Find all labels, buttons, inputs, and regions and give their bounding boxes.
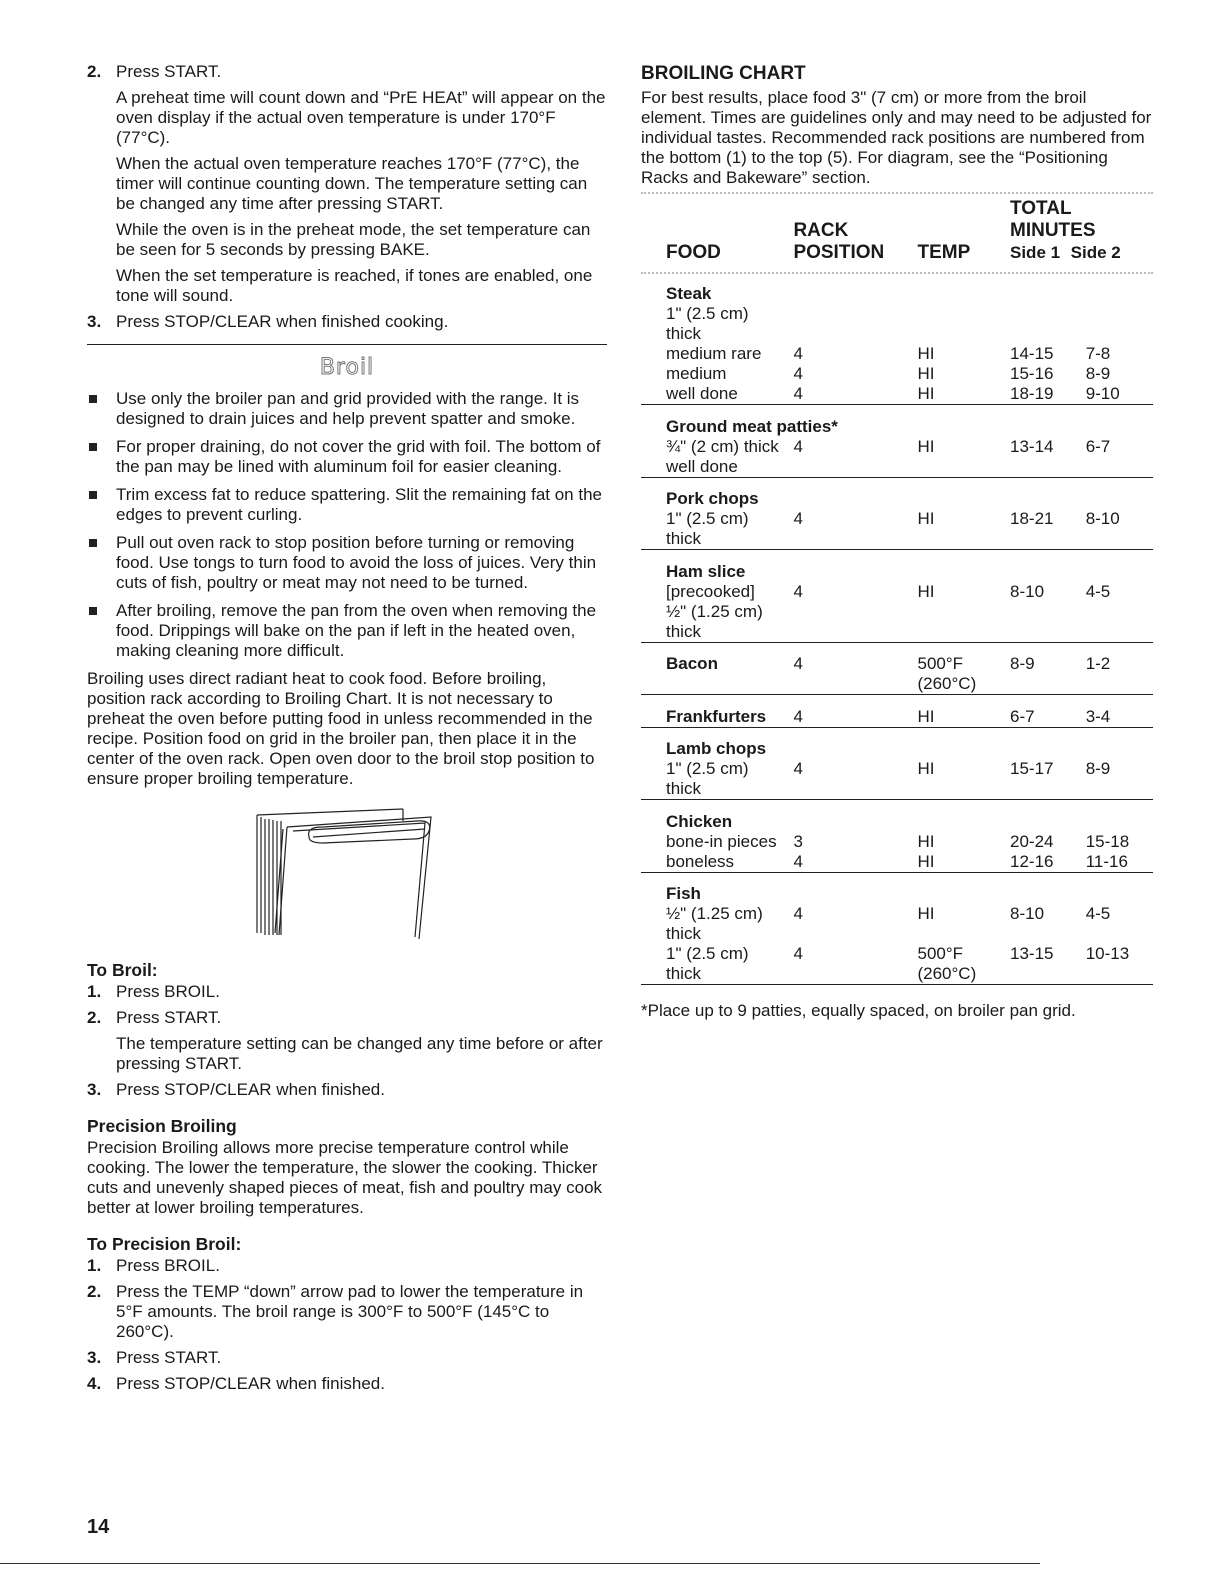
cell-side1: 18-21 — [1010, 509, 1054, 528]
cell-temp: HI — [917, 344, 935, 363]
cell-rack — [793, 602, 917, 622]
cell-temp: HI — [917, 904, 935, 923]
step-number: 2. — [87, 62, 102, 81]
cell-side1: 8-10 — [1010, 904, 1045, 923]
bullet-text: Trim excess fat to reduce spattering. Slit the remaining fat on the edges to prevent curling. — [116, 485, 602, 524]
cell-food: well done — [666, 456, 738, 476]
step-text: Press START. — [116, 1348, 222, 1367]
cell-food: Frankfurters — [666, 706, 767, 726]
food-group-row — [641, 556, 1153, 582]
cell-rack: 4 — [793, 364, 803, 383]
step-number: 3. — [87, 312, 102, 331]
cell-side2: 6-7 — [1085, 436, 1111, 456]
table-row — [641, 904, 1153, 924]
cell-side1: 13-15 — [1010, 944, 1054, 963]
cell-food: medium rare — [666, 344, 762, 363]
step-text: Press START. — [116, 62, 222, 81]
cell-food: bone-in pieces — [666, 831, 777, 851]
food-group-row — [641, 878, 1153, 904]
step-number: 2. — [87, 1282, 102, 1301]
cell-side2: 8-9 — [1085, 364, 1111, 383]
cell-food: 1" (2.5 cm) — [666, 759, 749, 778]
step-item — [87, 982, 607, 1002]
cell-side1 — [1010, 457, 1086, 478]
cell-temp — [917, 324, 1010, 344]
broiling-chart-title: BROILING CHART — [641, 63, 806, 84]
food-name: Lamb chops — [666, 739, 767, 758]
cell-temp: 500°F — [917, 654, 964, 673]
cell-side2 — [1086, 924, 1153, 944]
step-text: Press the TEMP “down” arrow pad to lower the temperature in 5°F amounts. The broil range is 300°F to 500°F (145°C to 260°C). — [116, 1282, 584, 1341]
header-temp: TEMP — [917, 242, 971, 263]
bullet-item — [87, 389, 607, 429]
cell-side1 — [1010, 622, 1086, 643]
broiling-chart-body — [641, 274, 1153, 991]
cell-temp: HI — [917, 436, 935, 456]
bullet-text: After broiling, remove the pan from the oven when removing the food. Drippings will bake on the pan if left in the heated oven, making cleaning more difficult. — [116, 601, 597, 660]
cell-rack: 4 — [793, 509, 803, 528]
bullet-item — [87, 601, 607, 661]
cell-temp: HI — [917, 384, 935, 403]
header-food: FOOD — [666, 242, 721, 263]
to-broil-heading: To Broil: — [87, 960, 158, 980]
cell-rack — [793, 964, 917, 985]
table-row — [641, 364, 1153, 384]
to-precision-broil-steps — [87, 1256, 607, 1394]
step-item — [87, 1348, 607, 1368]
step-body — [116, 1348, 607, 1368]
table-row — [641, 759, 1153, 779]
to-precision-broil-heading: To Precision Broil: — [87, 1234, 242, 1254]
step-number: 2. — [87, 1008, 102, 1027]
cell-food: thick — [666, 529, 701, 548]
cell-side2 — [1086, 529, 1153, 550]
cell-side1: 13-14 — [1010, 436, 1054, 456]
cell-temp — [917, 779, 1010, 800]
cell-temp: HI — [917, 831, 935, 851]
cell-rack: 4 — [793, 384, 803, 403]
cell-side2: 4-5 — [1085, 581, 1111, 601]
step-item — [87, 62, 607, 306]
food-name: Chicken — [666, 811, 733, 831]
table-row — [641, 622, 1153, 643]
step-text: Press STOP/CLEAR when finished. — [116, 1374, 385, 1393]
step-body — [116, 1256, 607, 1276]
food-name: Fish — [666, 884, 701, 903]
cell-side2: 4-5 — [1085, 904, 1111, 923]
cell-side2 — [1086, 674, 1153, 695]
table-row — [641, 674, 1153, 695]
step-body — [116, 1374, 607, 1394]
cell-side2 — [1086, 779, 1153, 800]
step-item — [87, 312, 607, 332]
cell-food: 1" (2.5 cm) — [666, 509, 749, 528]
step-text: Press BROIL. — [116, 1256, 220, 1275]
food-name: Pork chops — [666, 489, 759, 508]
table-header-row — [641, 198, 1153, 272]
step-number: 4. — [87, 1374, 102, 1393]
table-row — [641, 648, 1153, 674]
step-text: Press STOP/CLEAR when finished cooking. — [116, 312, 449, 331]
food-group-row — [641, 274, 1153, 304]
bullet-item — [87, 437, 607, 477]
cell-rack — [793, 622, 917, 643]
cell-food: 1" (2.5 cm) — [666, 944, 749, 963]
precision-broiling-text: Precision Broiling allows more precise temperature control while cooking. The lower the temperature, the slower the cooking. Thicker cuts and unevenly shaped pieces of meat, fish and poultry may cook better at lower broiling temperatures. — [87, 1138, 603, 1217]
table-row — [641, 924, 1153, 944]
cell-temp: HI — [917, 581, 935, 601]
cell-temp — [917, 457, 1010, 478]
cell-side1 — [1010, 304, 1086, 324]
bullet-item — [87, 533, 607, 593]
cell-side1: 12-16 — [1010, 851, 1054, 871]
cell-side1: 15-16 — [1010, 364, 1054, 383]
cell-side2 — [1086, 324, 1153, 344]
cell-temp — [917, 622, 1010, 643]
table-row — [641, 384, 1153, 405]
cell-side2: 3-4 — [1085, 706, 1111, 726]
cell-side1: 15-17 — [1010, 759, 1054, 778]
bullet-text: Use only the broiler pan and grid provided with the range. It is designed to drain juices and help prevent spatter and smoke. — [116, 389, 580, 428]
step-body — [116, 982, 607, 1002]
table-row — [641, 582, 1153, 602]
cell-temp: HI — [917, 509, 935, 528]
table-row — [641, 509, 1153, 529]
bullet-item — [87, 485, 607, 525]
step-body — [116, 62, 607, 306]
cell-temp: HI — [917, 364, 935, 383]
cell-food: well done — [666, 384, 738, 403]
precision-broiling-heading: Precision Broiling — [87, 1116, 237, 1136]
table-row — [641, 324, 1153, 344]
cell-rack: 4 — [793, 944, 803, 963]
bullet-text: Pull out oven rack to stop position before turning or removing food. Use tongs to turn food to avoid the loss of juices. Very thin cuts of fish, poultry or meat may not need to be turned. — [116, 533, 597, 592]
cell-side2: 15-18 — [1085, 831, 1130, 851]
cell-rack — [793, 304, 917, 324]
cell-rack: 3 — [793, 831, 803, 851]
cell-food: ¾" (2 cm) thick — [666, 436, 779, 456]
section-title-broil: Broil — [319, 355, 375, 380]
cell-rack — [793, 324, 917, 344]
cell-side1 — [1010, 779, 1086, 800]
step-item — [87, 1256, 607, 1276]
step-item — [87, 1374, 607, 1394]
cell-temp: HI — [917, 706, 935, 726]
cell-side1 — [1010, 924, 1086, 944]
cell-side1: 8-10 — [1010, 581, 1045, 601]
preheat-steps — [87, 62, 607, 332]
table-row — [641, 304, 1153, 324]
cell-side1 — [1010, 324, 1086, 344]
cell-food: ½" (1.25 cm) — [666, 904, 763, 923]
cell-food: thick — [666, 779, 701, 798]
cell-side2: 9-10 — [1085, 384, 1120, 403]
cell-food: 1" (2.5 cm) — [666, 304, 749, 323]
step-number: 1. — [87, 982, 102, 1001]
cell-side2: 10-13 — [1085, 944, 1130, 963]
cell-food — [641, 674, 793, 695]
cell-side1 — [1010, 529, 1086, 550]
broil-paragraph: Broiling uses direct radiant heat to cook food. Before broiling, position rack according to Broiling Chart. It is not necessary to preheat the oven before putting food in unless recommended in the recipe. Position food on grid in the broiler pan, then place it in the center of the oven rack. Open oven door to the broil stop position to ensure proper broiling temperature. — [87, 669, 595, 788]
cell-rack: 4 — [793, 436, 803, 456]
step-detail: The temperature setting can be changed any time before or after pressing START. — [116, 1034, 603, 1073]
table-row — [641, 344, 1153, 364]
step-item — [87, 1282, 607, 1342]
table-row — [641, 944, 1153, 964]
step-item — [87, 1080, 607, 1100]
cell-side1: 18-19 — [1010, 384, 1054, 403]
cell-rack: 4 — [793, 706, 803, 726]
cell-food: thick — [666, 324, 701, 343]
table-row — [641, 852, 1153, 873]
cell-food: Bacon — [666, 654, 718, 673]
table-row — [641, 437, 1153, 457]
oven-door-broil-stop-illustration — [253, 807, 443, 939]
cell-side2 — [1086, 602, 1153, 622]
step-body — [116, 312, 607, 332]
cell-side2 — [1086, 622, 1153, 643]
cell-temp: HI — [917, 851, 935, 871]
table-row — [641, 701, 1153, 728]
food-name: Ham slice — [666, 561, 746, 581]
cell-side2: 8-9 — [1085, 759, 1111, 778]
page-bottom-rule — [0, 1563, 1040, 1564]
food-name: Steak — [666, 284, 712, 303]
table-row — [641, 964, 1153, 985]
step-number: 3. — [87, 1348, 102, 1367]
cell-temp: (260°C) — [917, 674, 977, 693]
cell-temp — [917, 602, 1010, 622]
broiling-chart-table — [641, 198, 1153, 991]
table-row — [641, 457, 1153, 478]
step-detail: When the set temperature is reached, if tones are enabled, one tone will sound. — [116, 266, 593, 305]
bullet-square-icon — [87, 601, 116, 661]
cell-rack — [793, 924, 917, 944]
cell-rack: 4 — [793, 581, 803, 601]
cell-rack — [793, 457, 917, 478]
step-detail: A preheat time will count down and “PrE HEAt” will appear on the oven display if the actual oven temperature is under 170°F (77°C). — [116, 88, 606, 147]
cell-rack — [793, 779, 917, 800]
to-broil-steps — [87, 982, 607, 1100]
group-separator — [641, 985, 1153, 991]
bullet-square-icon — [87, 485, 116, 525]
cell-side1: 14-15 — [1010, 344, 1054, 363]
cell-temp: 500°F — [917, 944, 964, 963]
food-group-row — [641, 806, 1153, 832]
page-number: 14 — [87, 1516, 110, 1538]
cell-temp — [917, 304, 1010, 324]
step-body — [116, 1282, 607, 1342]
bullet-square-icon — [87, 389, 116, 429]
cell-side1: 8-9 — [1010, 654, 1035, 673]
step-detail: While the oven is in the preheat mode, the set temperature can be seen for 5 seconds by pressing BAKE. — [116, 220, 591, 259]
cell-food: [precooked] — [666, 581, 755, 601]
step-body — [116, 1008, 607, 1074]
food-group-row — [641, 733, 1153, 759]
cell-temp — [917, 529, 1010, 550]
left-column — [87, 62, 607, 1400]
cell-side2 — [1086, 304, 1153, 324]
bullet-square-icon — [87, 437, 116, 477]
cell-side2 — [1086, 457, 1153, 478]
cell-rack: 4 — [793, 851, 803, 871]
cell-temp — [917, 924, 1010, 944]
cell-side2: 7-8 — [1085, 344, 1111, 363]
food-name: Ground meat patties* — [666, 416, 838, 436]
cell-food: boneless — [666, 851, 735, 871]
step-text: Press START. — [116, 1008, 222, 1027]
cell-side1 — [1010, 674, 1086, 695]
cell-side2: 8-10 — [1085, 509, 1120, 528]
section-divider — [87, 344, 607, 345]
cell-temp: HI — [917, 759, 935, 778]
cell-rack: 4 — [793, 654, 803, 673]
cell-temp: (260°C) — [917, 964, 977, 983]
header-rack-position: RACK POSITION — [793, 220, 885, 263]
bullet-square-icon — [87, 533, 116, 593]
step-number: 3. — [87, 1080, 102, 1099]
cell-side1 — [1010, 602, 1086, 622]
table-row — [641, 529, 1153, 550]
header-total-minutes: TOTAL MINUTES Side 1 Side 2 — [1010, 198, 1121, 262]
step-text: Press BROIL. — [116, 982, 220, 1001]
step-text: Press STOP/CLEAR when finished. — [116, 1080, 385, 1099]
cell-rack — [793, 674, 917, 695]
cell-food: medium — [666, 364, 727, 383]
cell-rack: 4 — [793, 344, 803, 363]
cell-side2: 1-2 — [1085, 654, 1111, 673]
table-row — [641, 832, 1153, 852]
cell-rack: 4 — [793, 904, 803, 923]
table-row — [641, 602, 1153, 622]
food-group-row — [641, 411, 1153, 437]
cell-food: thick — [666, 621, 701, 641]
broiling-chart-intro: For best results, place food 3" (7 cm) or more from the broil element. Times are guidelines only and may need to be adjusted for individual tastes. Recommended rack positions are numbered from the bottom (1) to the top (5). For diagram, see the “Positioning Racks and Bakeware” section. — [641, 88, 1152, 187]
step-detail: When the actual oven temperature reaches 170°F (77°C), the timer will continue counting down. The temperature setting can be changed any time after pressing START. — [116, 154, 588, 213]
bullet-text: For proper draining, do not cover the grid with foil. The bottom of the pan may be lined with aluminum foil for easier cleaning. — [116, 437, 601, 476]
right-column — [641, 62, 1153, 1021]
cell-side2 — [1086, 964, 1153, 985]
cell-rack — [793, 529, 917, 550]
cell-side1: 20-24 — [1010, 831, 1054, 851]
cell-rack: 4 — [793, 759, 803, 778]
cell-side2: 11-16 — [1085, 851, 1128, 871]
step-number: 1. — [87, 1256, 102, 1275]
step-body — [116, 1080, 607, 1100]
cell-side1: 6-7 — [1010, 706, 1035, 726]
cell-side1 — [1010, 964, 1086, 985]
cell-food: thick — [666, 964, 701, 983]
chart-footnote: *Place up to 9 patties, equally spaced, on broiler pan grid. — [641, 1000, 1076, 1020]
dotted-divider — [641, 192, 1153, 194]
food-group-row — [641, 483, 1153, 509]
step-item — [87, 1008, 607, 1074]
cell-food: ½" (1.25 cm) — [666, 601, 763, 621]
broil-tips-list — [87, 389, 607, 661]
cell-food: thick — [666, 924, 701, 943]
table-row — [641, 779, 1153, 800]
